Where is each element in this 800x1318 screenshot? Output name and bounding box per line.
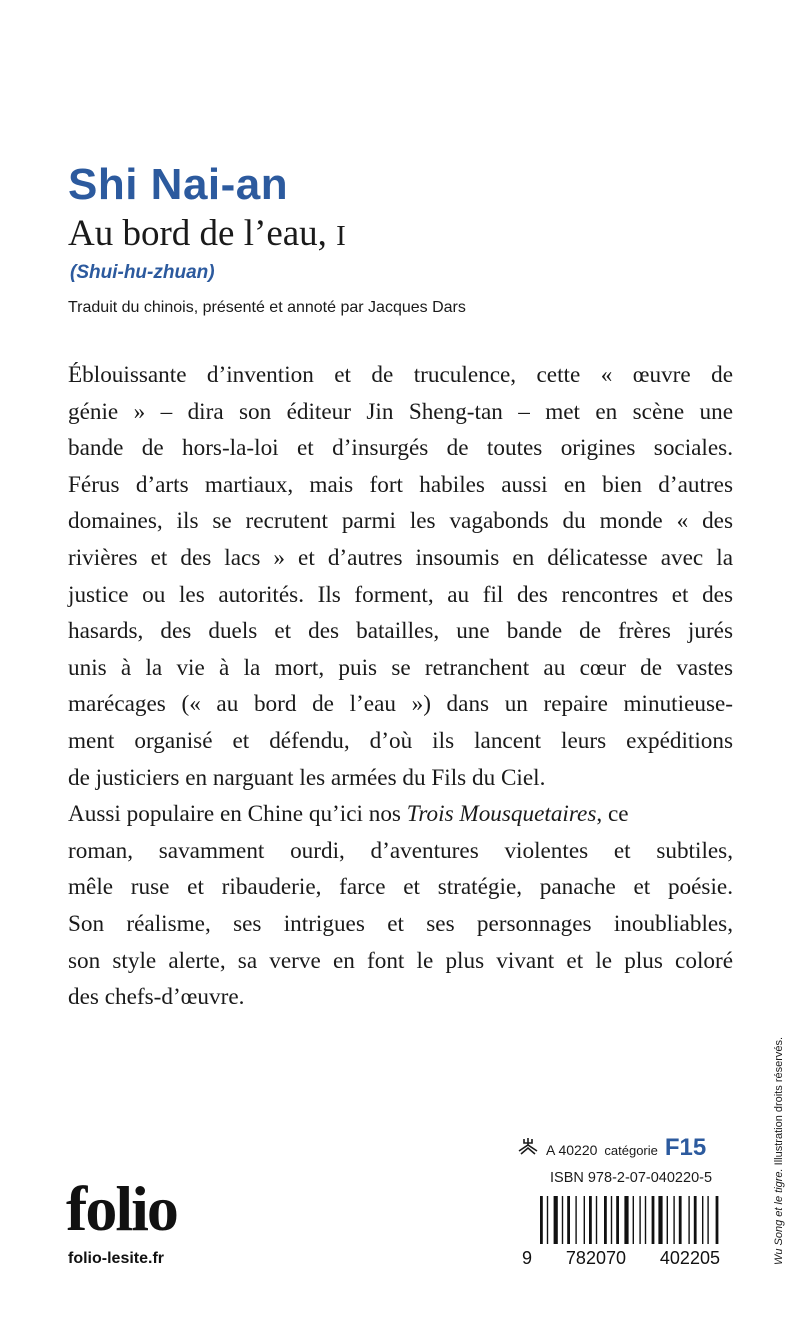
barcode-bar [540, 1196, 543, 1244]
blurb-line: ment organisé et défendu, d’où ils lancent leurs expéditions [68, 727, 733, 754]
blurb-line-mixed [68, 796, 733, 833]
barcode-digit-group: 402205 [659, 1248, 720, 1268]
barcode-bar [575, 1196, 576, 1244]
blurb-line: Férus d’arts martiaux, mais fort habiles aussi en bien d’autres [68, 471, 733, 498]
barcode-bar [658, 1196, 662, 1244]
barcode-bar [652, 1196, 655, 1244]
original-title: (Shui-hu-zhuan) [70, 262, 215, 283]
price-code: F15 [664, 1134, 707, 1161]
blurb-line: roman, savamment ourdi, d’aventures violentes et subtiles, [68, 837, 733, 864]
blurb-line: domaines, ils se recrutent parmi les vagabonds du monde « des [68, 508, 733, 535]
barcode-bar [702, 1196, 703, 1244]
barcode-bar [604, 1196, 607, 1244]
publisher-website: folio-lesite.fr [68, 1250, 165, 1267]
rights-notice: Illustration droits réservés. [773, 1036, 785, 1166]
blurb-line: bande de hors-la-loi et d’insurgés de toutes origines sociales. [68, 435, 733, 462]
barcode-bar [645, 1196, 646, 1244]
barcode-bar [707, 1196, 708, 1244]
barcode-bar [567, 1196, 570, 1244]
blurb-line: de justiciers en narguant les armées du Fils du Ciel. [68, 764, 546, 791]
publisher-logo: folio [66, 1173, 177, 1244]
barcode-bar [688, 1196, 689, 1244]
catalog-reference: A 40220 [546, 1142, 598, 1158]
blurb-line-end: , ce [596, 801, 629, 828]
barcode-bar [547, 1196, 548, 1244]
title-text: Au bord de l’eau, [68, 213, 327, 254]
blurb-line: mêle ruse et ribauderie, farce et stratégie, panache et poésie. [68, 874, 733, 901]
barcode-bar [667, 1196, 668, 1244]
volume-number: I [336, 220, 346, 252]
author-name: Shi Nai-an [68, 160, 289, 209]
blurb-text [68, 357, 733, 1016]
barcode-bar [633, 1196, 634, 1244]
italic-title: Trois Mousquetaires [406, 801, 597, 828]
barcode-digit-group: 782070 [565, 1248, 626, 1268]
barcode-bar [694, 1196, 697, 1244]
blurb-line: rivières et des lacs » et d’autres insoumis en délicatesse avec la [68, 544, 733, 571]
translator-credit: Traduit du chinois, présenté et annoté par Jacques Dars [68, 299, 466, 316]
gallimard-emblem-icon [517, 1137, 539, 1155]
catalog-code [517, 1134, 717, 1162]
blurb-line-start: Aussi populaire en Chine qu’ici nos [68, 801, 401, 828]
blurb-line: unis à la vie à la mort, puis se retranchent au cœur de vastes [68, 654, 733, 681]
barcode-bar [554, 1196, 558, 1244]
blurb-line: son style alerte, sa verve en font le plus vivant et le plus coloré [68, 947, 733, 974]
barcode-bar [562, 1196, 563, 1244]
barcode-bar [616, 1196, 619, 1244]
illustration-credit [773, 1037, 785, 1265]
artwork-title: Wu Song et le tigre. [773, 1168, 785, 1265]
barcode [538, 1196, 720, 1290]
barcode-bar [673, 1196, 674, 1244]
barcode-bar [584, 1196, 585, 1244]
barcode-digits [521, 1248, 721, 1269]
barcode-bar [679, 1196, 682, 1244]
barcode-bar [589, 1196, 592, 1244]
barcode-bar [611, 1196, 612, 1244]
blurb-line: marécages (« au bord de l’eau ») dans un repaire minutieuse- [68, 691, 733, 718]
blurb-line: génie » – dira son éditeur Jin Sheng-tan – met en scène une [68, 398, 733, 425]
barcode-bar [716, 1196, 719, 1244]
barcode-bar [639, 1196, 640, 1244]
blurb-line: justice ou les autorités. Ils forment, au fil des rencontres et des [68, 581, 733, 608]
blurb-line: des chefs-d’œuvre. [68, 984, 245, 1011]
blurb-line: Son réalisme, ses intrigues et ses personnages inoubliables, [68, 910, 733, 937]
isbn: ISBN 978-2-07-040220-5 [550, 1170, 713, 1186]
barcode-bar [596, 1196, 597, 1244]
book-title [68, 212, 346, 255]
blurb-line: hasards, des duels et des batailles, une bande de frères jurés [68, 618, 733, 645]
barcode-bar [624, 1196, 628, 1244]
category-label: catégorie [604, 1143, 658, 1158]
blurb-line: Éblouissante d’invention et de truculence, cette « œuvre de [68, 362, 733, 388]
barcode-digit-lead: 9 [522, 1248, 533, 1268]
